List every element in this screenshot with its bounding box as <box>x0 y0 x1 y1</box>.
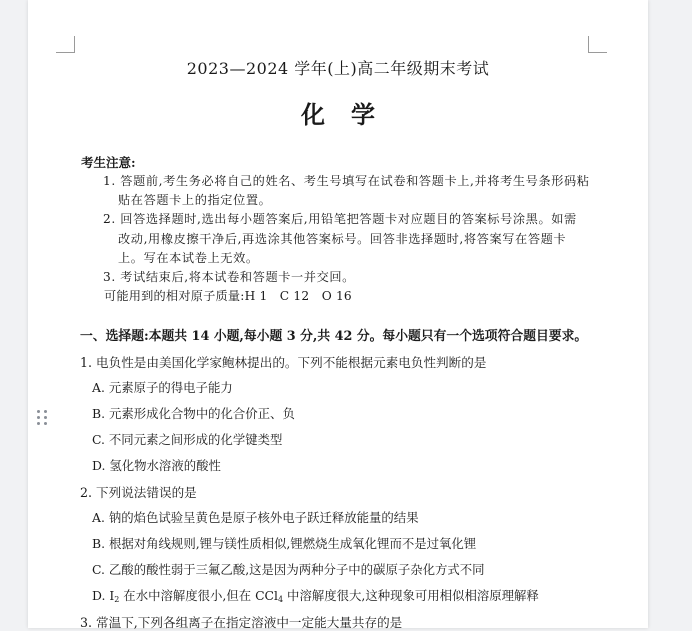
question-option: A. 钠的焰色试验呈黄色是原子核外电子跃迁释放能量的结果 <box>92 510 419 525</box>
notice-line: 改动,用橡皮擦干净后,再选涂其他答案标号。回答非选择题时,将答案写在答题卡 <box>118 232 567 246</box>
question-stem: 2. 下列说法错误的是 <box>80 485 197 500</box>
notice-line: 3. 考试结束后,将本试卷和答题卡一并交回。 <box>103 270 355 284</box>
drag-handle-icon[interactable] <box>37 410 49 426</box>
question-option-d <box>92 586 539 604</box>
option-d-middle: 在水中溶解度很小,但在 CCl <box>119 588 279 603</box>
question-option: D. 氢化物水溶液的酸性 <box>92 458 221 473</box>
question-option: C. 乙酸的酸性弱于三氟乙酸,这是因为两种分子中的碳原子杂化方式不同 <box>92 562 485 577</box>
notice-line: 1. 答题前,考生务必将自己的姓名、考生号填写在试卷和答题卡上,并将考生号条形码粘 <box>103 174 590 188</box>
exam-title: 2023—2024 学年(上)高二年级期末考试 <box>186 59 490 78</box>
atomic-mass-line: 可能用到的相对原子质量:H 1 C 12 O 16 <box>104 289 352 303</box>
crop-mark-top-right <box>588 36 607 53</box>
option-d-prefix: D. I <box>92 588 115 603</box>
question-option: B. 根据对角线规则,锂与镁性质相似,锂燃烧生成氧化锂而不是过氧化锂 <box>92 536 477 551</box>
notice-line: 贴在答题卡上的指定位置。 <box>118 193 272 207</box>
section-heading: 一、选择题:本题共 14 小题,每小题 3 分,共 42 分。每小题只有一个选项符合题目要求。 <box>80 329 588 344</box>
notice-line: 上。写在本试卷上无效。 <box>118 251 259 265</box>
option-d-subscript-1: 2 <box>114 595 120 604</box>
option-d-subscript-2: 4 <box>278 595 284 604</box>
subject-title: 化学 <box>301 100 401 129</box>
notice-heading: 考生注意: <box>81 155 136 170</box>
crop-mark-top-left <box>56 36 75 53</box>
question-option: C. 不同元素之间形成的化学键类型 <box>92 432 283 447</box>
question-option: A. 元素原子的得电子能力 <box>92 380 233 395</box>
document-page <box>28 0 648 628</box>
option-d-suffix: 中溶解度很大,这种现象可用相似相溶原理解释 <box>283 588 539 603</box>
question-stem: 1. 电负性是由美国化学家鲍林提出的。下列不能根据元素电负性判断的是 <box>80 355 487 370</box>
question-option: B. 元素形成化合物中的化合价正、负 <box>92 406 295 421</box>
question-stem: 3. 常温下,下列各组离子在指定溶液中一定能大量共存的是 <box>80 615 403 630</box>
notice-line: 2. 回答选择题时,选出每小题答案后,用铅笔把答题卡对应题目的答案标号涂黑。如需 <box>103 212 577 226</box>
